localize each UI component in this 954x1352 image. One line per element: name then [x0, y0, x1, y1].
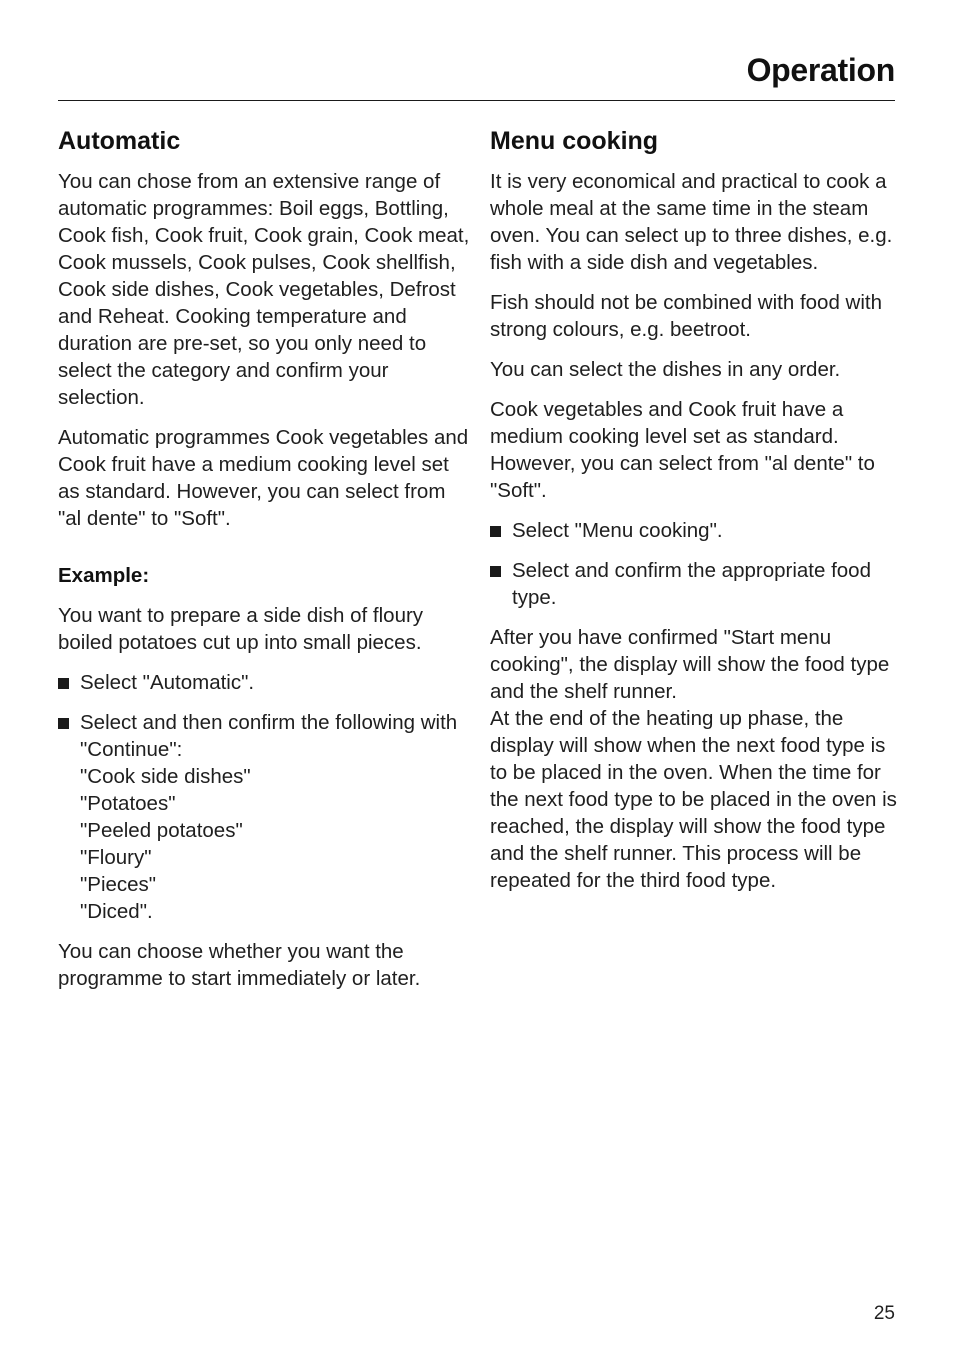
square-bullet-icon	[490, 526, 501, 537]
automatic-intro-paragraph: You can chose from an extensive range of automatic programmes: Boil eggs, Bottling, Cook fish, Cook fruit, Cook grain, Cook meat, Cook mussels, Cook pulses, Cook shellfish, Cook side dishes, Cook vegetables, Defrost and Reheat. Cooking temperature and duration are pre-set, so you only need to select the category and confirm your selection.	[58, 170, 470, 409]
list-item	[58, 709, 470, 925]
example-intro-paragraph: You want to prepare a side dish of floury boiled potatoes cut up into small pieces.	[58, 604, 424, 654]
automatic-column	[58, 124, 470, 1005]
square-bullet-icon	[58, 718, 69, 729]
dish-order-paragraph: You can select the dishes in any order.	[490, 358, 841, 381]
list-item-text: Select "Automatic".	[80, 671, 255, 694]
list-item-text: Select and confirm the appropriate food type.	[512, 559, 871, 609]
list-item	[490, 517, 900, 544]
menu-cooking-heading: Menu cooking	[490, 127, 659, 155]
fish-warning-paragraph: Fish should not be combined with food with strong colours, e.g. beetroot.	[490, 291, 883, 341]
list-item-text: Select "Menu cooking".	[512, 519, 723, 542]
automatic-heading: Automatic	[58, 127, 181, 155]
list-item	[490, 557, 900, 611]
menu-cooking-column	[490, 124, 900, 907]
list-item	[58, 669, 470, 696]
menu-cooking-intro-paragraph: It is very economical and practical to cook a whole meal at the same time in the steam oven. You can select up to three dishes, e.g. fish with a side dish and vegetables.	[490, 170, 893, 274]
menu-cooking-level-paragraph: Cook vegetables and Cook fruit have a medium cooking level set as standard. However, you can select from "al dente" to "Soft".	[490, 398, 875, 502]
page-title: Operation	[746, 52, 895, 88]
start-time-paragraph: You can choose whether you want the programme to start immediately or later.	[58, 940, 421, 990]
example-heading: Example:	[58, 564, 150, 587]
confirm-display-paragraph: After you have confirmed "Start menu cooking", the display will show the food type and the shelf runner.	[490, 626, 890, 703]
header-divider	[58, 100, 895, 101]
automatic-cooking-level-paragraph: Automatic programmes Cook vegetables and Cook fruit have a medium cooking level set as standard. However, you can select from "al dente" to "Soft".	[58, 426, 469, 530]
list-item-text: Select and then confirm the following with "Continue": "Cook side dishes" "Potatoes" "Peeled potatoes" "Floury" "Pieces" "Diced".	[80, 711, 458, 923]
page-number: 25	[873, 1303, 895, 1324]
heating-phase-paragraph: At the end of the heating up phase, the display will show when the next food type is to be placed in the oven. When the time for the next food type to be placed in the oven is reached, the display will show the food type and the shelf runner. This process will be repeated for the third food type.	[490, 707, 897, 892]
square-bullet-icon	[58, 678, 69, 689]
square-bullet-icon	[490, 566, 501, 577]
